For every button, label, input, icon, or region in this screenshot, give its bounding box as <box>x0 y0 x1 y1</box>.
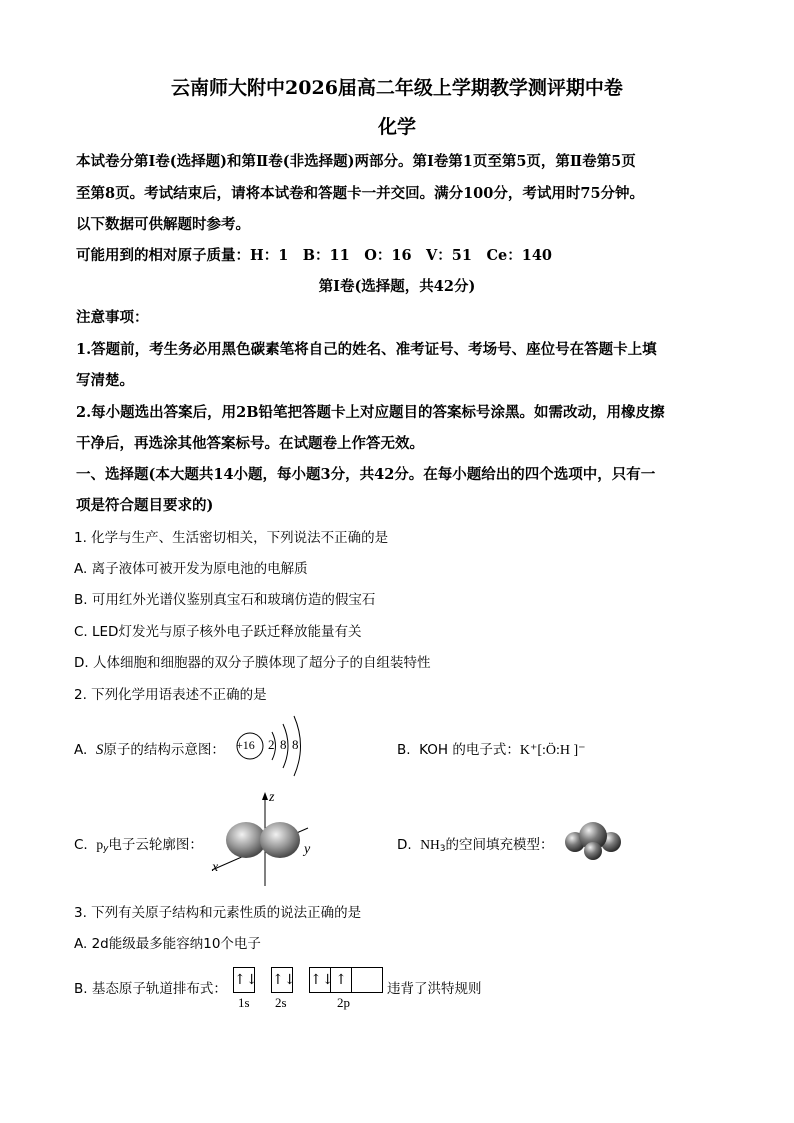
question-3-stem: 3. 下列有关原子结构和元素性质的说法正确的是 <box>74 905 362 921</box>
nh3-space-filling-model <box>561 818 625 862</box>
shell-1: 2 <box>268 737 275 752</box>
sulfur-atom-diagram <box>232 712 312 782</box>
atomic-masses: 可能用到的相对原子质量：H：1 B：11 O：16 V：51 Ce：140 <box>76 247 552 264</box>
orbital-1s-box: ↑↓ <box>233 967 255 993</box>
intro-line-1: 本试卷分第Ⅰ卷(选择题)和第Ⅱ卷(非选择题)两部分。第Ⅰ卷第1页至第5页，第Ⅱ卷第5页 <box>76 153 636 170</box>
q1-option-d: D. 人体细胞和细胞器的双分子膜体现了超分子的自组装特性 <box>74 655 431 671</box>
question-2-stem: 2. 下列化学用语表述不正确的是 <box>74 687 267 703</box>
part1-title: 第Ⅰ卷(选择题，共42分) <box>318 278 476 295</box>
axis-y-label: y <box>304 842 311 857</box>
q2-option-b <box>397 738 586 759</box>
q3-option-b-prefix: B. 基态原子轨道排布式： <box>74 981 227 997</box>
orbital-2p-box-2: ↑ <box>330 967 352 993</box>
orbital-2p-box-3 <box>351 967 383 993</box>
q2-c-p: p <box>96 837 104 852</box>
question-1-stem: 1. 化学与生产、生活密切相关，下列说法不正确的是 <box>74 530 389 546</box>
q1-option-c: C. LED灯发光与原子核外电子跃迁释放能量有关 <box>74 624 362 640</box>
q2-d-prefix: D. <box>397 837 412 853</box>
q2-a-text: 原子的结构示意图： <box>103 742 225 758</box>
q2-c-sub: y <box>103 844 109 854</box>
notice-heading: 注意事项： <box>76 309 149 326</box>
q2-b-text: KOH 的电子式： <box>419 742 520 758</box>
notice-item-2: 2.每小题选出答案后，用2B铅笔把答题卡上对应题目的答案标号涂黑。如需改动，用橡皮擦 <box>76 404 665 421</box>
section-heading-cont: 项是符合题目要求的) <box>76 497 214 514</box>
orbital-diagram <box>233 967 385 1013</box>
orbital-label-1s: 1s <box>238 995 250 1010</box>
notice-item-2-cont: 干净后，再选涂其他答案标号。在试题卷上作答无效。 <box>76 435 424 452</box>
orbital-label-2p: 2p <box>337 995 350 1010</box>
subject-title: 化学 <box>377 116 416 138</box>
orbital-label-2s: 2s <box>275 995 287 1010</box>
section-heading: 一、选择题(本大题共14小题，每小题3分，共42分。在每小题给出的四个选项中，只有一 <box>76 466 656 483</box>
axis-z-label: z <box>269 790 275 805</box>
shell-3: 8 <box>292 737 299 752</box>
exam-title: 云南师大附中2026届高二年级上学期教学测评期中卷 <box>171 77 623 99</box>
q2-c-text: 电子云轮廓图： <box>108 837 203 853</box>
q2-a-symbol: S <box>95 742 104 758</box>
orbital-2s-box: ↑↓ <box>271 967 293 993</box>
shell-2: 8 <box>280 737 287 752</box>
q2-option-d <box>397 833 554 854</box>
q2-d-nh: NH <box>420 837 440 852</box>
q3-option-a: A. 2d能级最多能容纳10个电子 <box>74 936 261 952</box>
p-orbital-diagram <box>200 788 330 888</box>
intro-line-3: 以下数据可供解题时参考。 <box>76 216 250 233</box>
q2-d-sub: 3 <box>439 844 446 854</box>
q2-d-text: 的空间填充模型： <box>445 837 554 853</box>
notice-item-1-cont: 写清楚。 <box>76 372 134 389</box>
q2-option-c <box>74 833 203 854</box>
nucleus-label: +16 <box>236 738 255 752</box>
axis-x-label: x <box>212 860 219 875</box>
intro-line-2: 至第8页。考试结束后，请将本试卷和答题卡一并交回。满分100分，考试用时75分钟。 <box>76 185 645 202</box>
q2-c-prefix: C. <box>74 837 88 853</box>
q2-b-prefix: B. <box>397 742 411 758</box>
q3-option-b-suffix: 违背了洪特规则 <box>387 981 482 997</box>
notice-item-1: 1.答题前，考生务必用黑色碳素笔将自己的姓名、准考证号、考场号、座位号在答题卡上填 <box>76 341 657 358</box>
orbital-2p-box-1: ↑↓ <box>309 967 331 993</box>
q2-a-prefix: A. <box>74 742 88 758</box>
q1-option-a: A. 离子液体可被开发为原电池的电解质 <box>74 561 308 577</box>
q2-option-a <box>74 738 225 759</box>
q1-option-b: B. 可用红外光谱仪鉴别真宝石和玻璃仿造的假宝石 <box>74 592 376 608</box>
koh-electron-formula: K⁺[:Ö:H ]⁻ <box>519 743 586 758</box>
